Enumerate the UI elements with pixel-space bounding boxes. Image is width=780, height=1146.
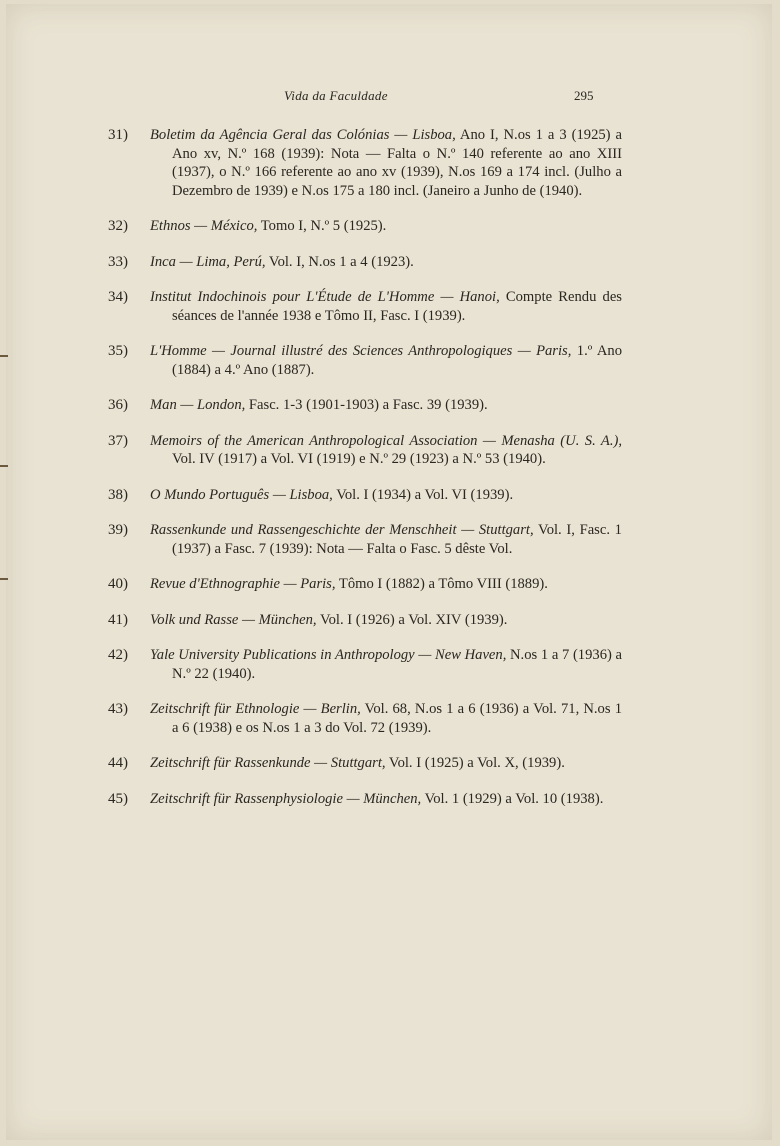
list-item	[0, 790, 780, 809]
entry-details: Vol. 68, N.os 1 a 6 (1936) a Vol. 71, N.os 1 a 6 (1938) e os N.os 1 a 3 do Vol. 72 (1939).	[172, 701, 622, 736]
list-item	[0, 486, 780, 505]
entry-number: 32)	[108, 218, 128, 234]
entry-number: 34)	[108, 289, 128, 305]
entry-text	[150, 342, 622, 379]
entry-title: Revue d'Ethnographie — Paris,	[150, 576, 336, 592]
entry-title: Yale University Publications in Anthropology — New Haven,	[150, 647, 507, 663]
list-item	[0, 646, 780, 683]
entry-title: Institut Indochinois pour L'Étude de L'Homme — Hanoi,	[150, 289, 500, 305]
entry-number: 42)	[108, 647, 128, 663]
list-item	[0, 217, 780, 236]
page-header	[0, 88, 780, 108]
entry-text	[150, 486, 622, 505]
list-item	[0, 432, 780, 469]
entry-details: Vol. I, N.os 1 a 4 (1923).	[265, 253, 414, 270]
entry-details: Vol. 1 (1929) a Vol. 10 (1938).	[421, 790, 604, 807]
entry-details: N.os 1 a 7 (1936) a N.º 22 (1940).	[172, 647, 622, 682]
list-item	[0, 126, 780, 200]
entry-text	[150, 611, 622, 630]
entry-number: 44)	[108, 755, 128, 771]
entry-text	[150, 790, 622, 809]
entry-text	[150, 575, 622, 594]
entry-text	[150, 217, 622, 236]
entry-text	[150, 646, 622, 683]
entry-number: 36)	[108, 397, 128, 413]
entry-text	[150, 288, 622, 325]
entry-text	[150, 253, 622, 272]
entry-text	[150, 396, 622, 415]
list-item	[0, 521, 780, 558]
entry-title: Boletim da Agência Geral das Colónias — Lisboa,	[150, 127, 456, 143]
entry-title: O Mundo Português — Lisboa,	[150, 486, 333, 503]
entry-details: Vol. I (1926) a Vol. XIV (1939).	[316, 611, 508, 628]
entry-title: Man — London,	[150, 397, 246, 413]
entry-title: Volk und Rasse — München,	[150, 611, 317, 628]
entry-title: Rassenkunde und Rassengeschichte der Menschheit — Stuttgart,	[150, 522, 534, 538]
entry-title: Zeitschrift für Rassenkunde — Stuttgart,	[150, 755, 386, 771]
list-item	[0, 288, 780, 325]
list-item	[0, 754, 780, 773]
entry-title: Ethnos — México,	[150, 218, 258, 234]
entry-details: Tômo I (1882) a Tômo VIII (1889).	[335, 576, 548, 592]
entry-number: 40)	[108, 576, 128, 592]
entry-number: 41)	[108, 611, 128, 628]
periodicals-list	[0, 126, 780, 825]
entry-number: 39)	[108, 522, 128, 538]
entry-number: 43)	[108, 701, 128, 717]
entry-details: Vol. I (1934) a Vol. VI (1939).	[332, 486, 514, 503]
entry-number: 35)	[108, 343, 128, 359]
list-item	[0, 396, 780, 415]
entry-details: Fasc. 1-3 (1901-1903) a Fasc. 39 (1939).	[245, 397, 488, 413]
list-item	[0, 575, 780, 594]
entry-details: Ano I, N.os 1 a 3 (1925) a Ano xv, N.º 168 (1939): Nota — Falta o N.º 140 referente ao ano XIII (1937), o N.º 166 referente ao ano xv (1939), N.os 169 a 174 incl. (Julho a Dezembro de 1939) e N.os 175 a 180 incl. (Janeiro a Junho de (1940).	[172, 127, 622, 199]
entry-details: 1.º Ano (1884) a 4.º Ano (1887).	[172, 343, 622, 378]
entry-number: 31)	[108, 127, 128, 143]
entry-number: 38)	[108, 486, 128, 503]
list-item	[0, 700, 780, 737]
entry-text	[150, 521, 622, 558]
entry-details: Vol. I, Fasc. 1 (1937) a Fasc. 7 (1939): Nota — Falta o Fasc. 5 dêste Vol.	[172, 522, 622, 557]
entry-title: Memoirs of the American Anthropological Association — Menasha (U. S. A.),	[150, 432, 622, 449]
entry-details: Vol. I (1925) a Vol. X, (1939).	[385, 755, 565, 771]
entry-details: Vol. IV (1917) a Vol. VI (1919) e N.º 29 (1923) a N.º 53 (1940).	[172, 451, 546, 467]
entry-title: L'Homme — Journal illustré des Sciences Anthropologiques — Paris,	[150, 343, 572, 359]
entry-details: Compte Rendu des séances de l'année 1938 e Tômo II, Fasc. I (1939).	[172, 289, 622, 324]
list-item	[0, 253, 780, 272]
entry-title: Zeitschrift für Ethnologie — Berlin,	[150, 701, 361, 717]
entry-text	[150, 126, 622, 200]
page-number: 295	[574, 88, 594, 103]
entry-number: 37)	[108, 432, 128, 449]
list-item	[0, 342, 780, 379]
entry-text	[150, 754, 622, 773]
entry-title: Inca — Lima, Perú,	[150, 253, 266, 270]
list-item	[0, 611, 780, 630]
entry-text	[150, 700, 622, 737]
entry-text	[150, 432, 622, 469]
running-title: Vida da Faculdade	[284, 88, 388, 103]
entry-number: 45)	[108, 790, 128, 807]
entry-number: 33)	[108, 253, 128, 270]
entry-details: Tomo I, N.º 5 (1925).	[257, 218, 387, 234]
entry-title: Zeitschrift für Rassenphysiologie — München,	[150, 790, 422, 807]
